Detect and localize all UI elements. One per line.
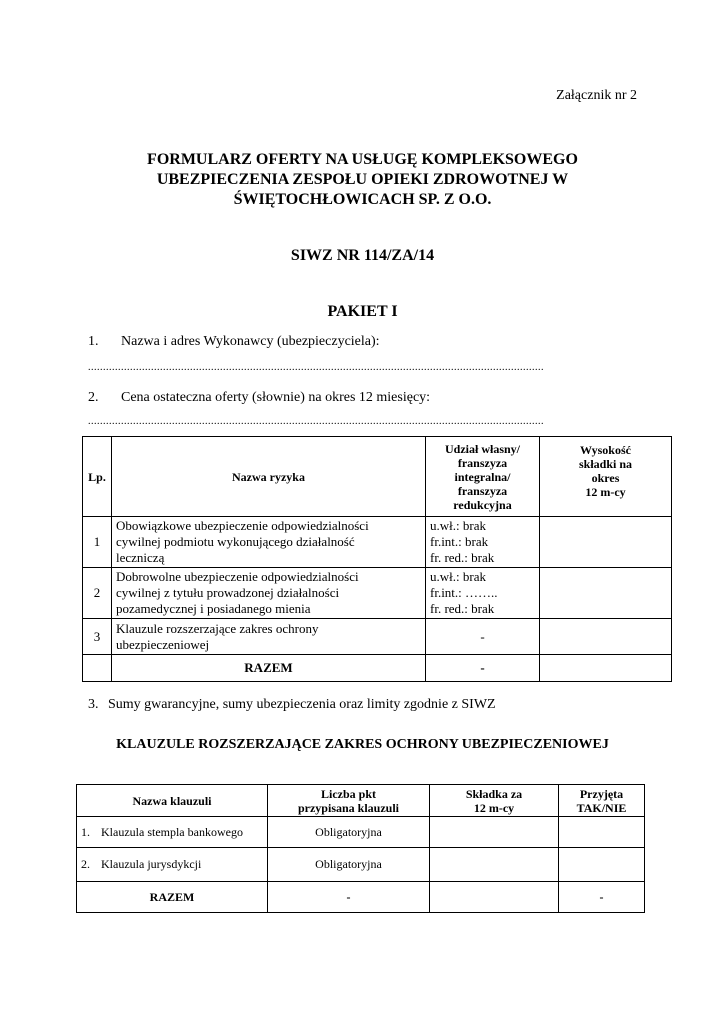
clause-accepted-input[interactable] xyxy=(559,848,645,882)
form-title xyxy=(80,150,645,210)
deductible-header: Udział własny/ franszyza integralna/ franszyza redukcyjna xyxy=(426,437,540,517)
clause-premium-input[interactable] xyxy=(430,848,559,882)
clause-points: Obligatoryjna xyxy=(268,848,430,882)
clause-table-header xyxy=(77,785,645,817)
item-text: Nazwa i adres Wykonawcy (ubezpieczyciela): xyxy=(121,334,380,349)
deductible-cell: - xyxy=(426,619,540,655)
premium-input-cell[interactable] xyxy=(540,517,672,568)
clause-name-header: Nazwa klauzuli xyxy=(77,785,268,817)
deductible-cell: u.wł.: brak fr.int.: …….. fr. red.: brak xyxy=(426,568,540,619)
item-number: 1. xyxy=(88,334,99,349)
title-line: ŚWIĘTOCHŁOWICACH SP. Z O.O. xyxy=(233,191,492,208)
risk-name: Klauzule rozszerzające zakres ochrony ubezpieczeniowej xyxy=(112,619,426,655)
deductible-cell: u.wł.: brak fr.int.: brak fr. red.: brak xyxy=(426,517,540,568)
total-row xyxy=(77,882,645,913)
title-line: UBEZPIECZENIA ZESPOŁU OPIEKI ZDROWOTNEJ W xyxy=(156,171,569,188)
clause-points: Obligatoryjna xyxy=(268,817,430,848)
item-contractor xyxy=(88,334,380,350)
row-number: 1 xyxy=(83,517,112,568)
total-label: RAZEM xyxy=(112,655,426,682)
clause-name: 1. Klauzula stempla bankowego xyxy=(77,817,268,848)
siwz-number: SIWZ NR 114/ZA/14 xyxy=(290,247,435,264)
premium-input-cell[interactable] xyxy=(540,619,672,655)
row-number: 3 xyxy=(83,619,112,655)
clause-premium-header: Składka za 12 m-cy xyxy=(430,785,559,817)
table-row xyxy=(77,817,645,848)
clause-total-premium[interactable] xyxy=(430,882,559,913)
total-deductible: - xyxy=(426,655,540,682)
row-number: 2 xyxy=(83,568,112,619)
item-number: 3. xyxy=(88,697,99,712)
clause-table xyxy=(76,784,645,913)
clause-total-points: - xyxy=(268,882,430,913)
item-sums xyxy=(88,697,496,713)
attachment-label: Załącznik nr 2 xyxy=(556,88,637,103)
premium-header: Wysokość składki na okres 12 m-cy xyxy=(540,437,672,517)
clause-accepted-input[interactable] xyxy=(559,817,645,848)
accepted-header: Przyjęta TAK/NIE xyxy=(559,785,645,817)
table-row xyxy=(77,848,645,882)
item-text: Cena ostateczna oferty (słownie) na okres 12 miesięcy: xyxy=(121,390,431,405)
item-number: 2. xyxy=(88,390,99,405)
item-price xyxy=(88,390,430,406)
table-row xyxy=(83,619,672,655)
title-line: FORMULARZ OFERTY NA USŁUGĘ KOMPLEKSOWEGO xyxy=(147,151,578,168)
package-heading: PAKIET I xyxy=(327,303,398,320)
clause-total-accepted: - xyxy=(559,882,645,913)
table-row xyxy=(83,568,672,619)
risk-name: Obowiązkowe ubezpieczenie odpowiedzialności cywilnej podmiotu wykonującego działalność leczniczą xyxy=(112,517,426,568)
table-row xyxy=(83,517,672,568)
total-row xyxy=(83,655,672,682)
risk-name: Dobrowolne ubezpieczenie odpowiedzialności cywilnej z tytułu prowadzonej działalności pozamedycznej i posiadanego mienia xyxy=(112,568,426,619)
total-premium-cell[interactable] xyxy=(540,655,672,682)
price-fill-line[interactable]: ........................................................................................................................................................ xyxy=(88,417,544,427)
clause-total-label: RAZEM xyxy=(77,882,268,913)
lp-header: Lp. xyxy=(83,437,112,517)
points-header: Liczba pkt przypisana klauzuli xyxy=(268,785,430,817)
clause-name: 2. Klauzula jurysdykcji xyxy=(77,848,268,882)
risk-name-header: Nazwa ryzyka xyxy=(112,437,426,517)
clauses-heading: KLAUZULE ROZSZERZAJĄCE ZAKRES OCHRONY UBEZPIECZENIOWEJ xyxy=(116,737,609,752)
item-text: Sumy gwarancyjne, sumy ubezpieczenia oraz limity zgodnie z SIWZ xyxy=(108,697,496,712)
risk-table xyxy=(82,436,672,682)
premium-input-cell[interactable] xyxy=(540,568,672,619)
contractor-fill-line[interactable]: ........................................................................................................................................................ xyxy=(88,363,544,373)
risk-table-header xyxy=(83,437,672,517)
clause-premium-input[interactable] xyxy=(430,817,559,848)
